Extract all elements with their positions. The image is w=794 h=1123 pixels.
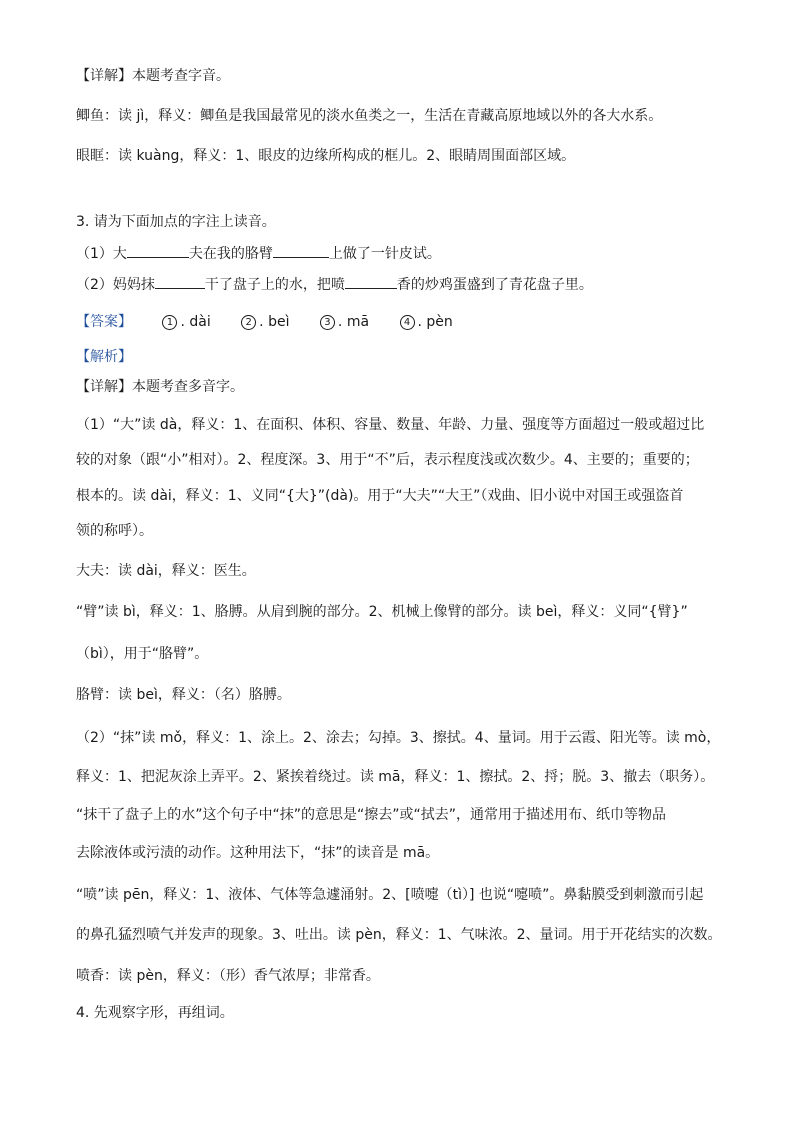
text-line: （1）“大”读 dà，释义：1、在面积、体积、容量、数量、年龄、力量、强度等方面超过一般或超过比 [76,417,705,433]
answer-item [400,312,453,332]
text-line: “喷”读 pēn，释义：1、液体、气体等急遽涌射。2、[喷嚏（tì）] 也说“嚏喷”。鼻黏膜受到刺激而引起 [76,887,704,903]
question-3-stem: 3. 请为下面加点的字注上读音。 [76,214,276,230]
circled-number: 4 [400,315,415,330]
text-line: 胳臂：读 beì，释义：（名）胳膊。 [76,687,291,703]
item-text: （2）妈妈抹 [76,277,155,293]
item-text: （1）大 [76,246,127,262]
question-4-stem: 4. 先观察字形，再组词。 [76,1005,234,1021]
item-text: 上做了一针皮试。 [328,246,441,262]
answer-blank [127,243,189,258]
text-line: 喷香：读 pèn，释义：（形）香气浓厚；非常香。 [76,968,380,984]
text-line: 眼眶：读 kuàng，释义：1、眼皮的边缘所构成的框儿。2、眼睛周围面部区域。 [76,148,576,164]
answer-row [76,312,479,332]
text-line: （2）“抹”读 mǒ，释义：1、涂上。2、涂去；勾掉。3、擦拭。4、量词。用于云霞、阳光等。读 mò， [76,730,721,746]
text-line: “抹干了盘子上的水”这个句子中“抹”的意思是“擦去”或“拭去”，通常用于描述用布、纸巾等物品 [76,807,667,823]
circled-number: 2 [241,315,256,330]
detail-1: 【详解】本题考查字音。 [76,68,230,84]
answer-blank [155,274,205,289]
detail-2: 【详解】本题考查多音字。 [76,379,244,395]
item-text: 夫在我的胳臂 [188,246,273,262]
answer-item [162,312,210,332]
answer-text: . beì [259,314,290,330]
text-line: 释义：1、把泥灰涂上弄平。2、紧挨着绕过。读 mā，释义：1、擦拭。2、捋；脱。3、撤去（职务）。 [76,769,715,785]
answer-tag: 【答案】 [76,314,132,330]
question-3-item-2 [76,274,593,295]
item-text: 干了盘子上的水，把喷 [204,277,345,293]
answer-blank [345,274,397,289]
text-line: 鲫鱼：读 jì，释义：鲫鱼是我国最常见的淡水鱼类之一，生活在青藏高原地域以外的各大水系。 [76,108,663,124]
text-line: “臂”读 bì，释义：1、胳膊。从肩到腕的部分。2、机械上像臂的部分。读 beì，释义：义同“{臂}” [76,604,688,620]
answer-blank [273,243,329,258]
question-3-item-1 [76,243,441,264]
circled-number: 1 [162,315,177,330]
answer-text: . mā [337,314,370,330]
answer-text: . pèn [417,314,453,330]
text-line: 去除液体或污渍的动作。这种用法下，“抹”的读音是 mā。 [76,845,440,861]
text-line: 较的对象（跟“小”相对）。2、程度深。3、用于“不”后，表示程度浅或次数少。4、主要的；重要的； [76,452,699,468]
text-line: （bì），用于“胳臂”。 [76,646,209,662]
text-line: 的鼻孔猛烈喷气并发声的现象。3、吐出。读 pèn，释义：1、气味浓。2、量词。用于开花结实的次数。 [76,927,722,943]
analysis-tag: 【解析】 [76,349,132,365]
text-line: 领的称呼）。 [76,523,153,539]
answer-item [320,312,369,332]
text-line: 根本的。读 dài，释义：1、义同“{大}”(dà)。用于“大夫”“大王”（戏曲、旧小说中对国王或强盗首 [76,488,684,504]
answer-item [241,312,289,332]
item-text: 香的炒鸡蛋盛到了青花盘子里。 [396,277,593,293]
text-line: 大夫：读 dài，释义：医生。 [76,563,256,579]
answer-text: . dài [180,314,211,330]
circled-number: 3 [320,315,335,330]
